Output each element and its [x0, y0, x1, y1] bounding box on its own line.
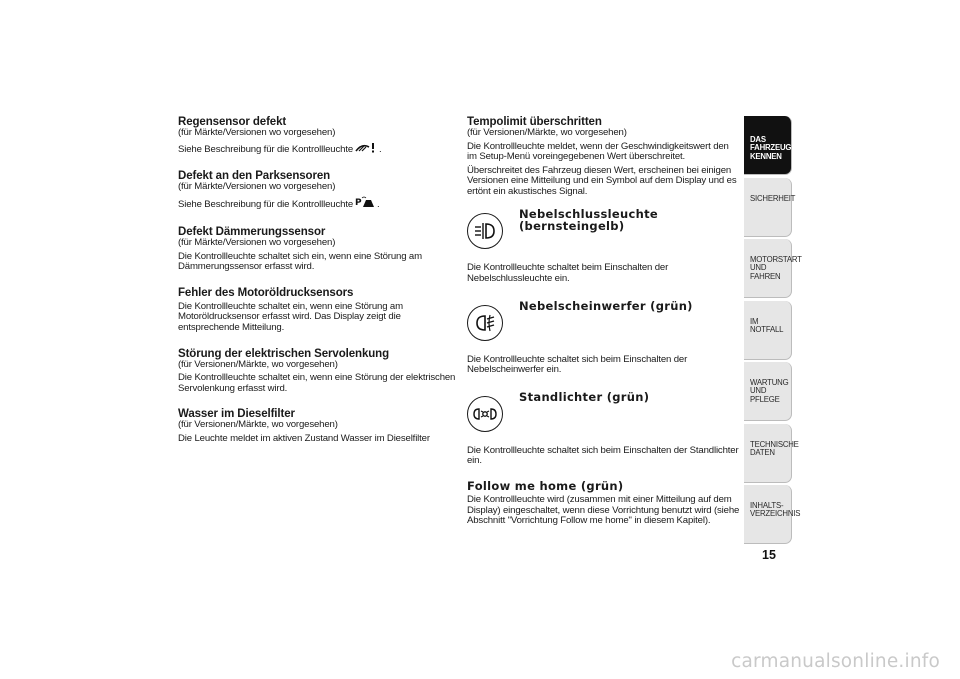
- tab-technische-daten[interactable]: TECHNISCHE DATEN: [744, 424, 792, 483]
- section-title: Wasser im Dieselfilter: [178, 408, 295, 421]
- section-diesel-filter: [178, 408, 458, 444]
- section-dusk-sensor: [178, 226, 458, 273]
- lamp-title: Nebelschlussleuchte (bernsteingelb): [519, 207, 658, 233]
- section-title: Defekt Dämmerungssensor: [178, 226, 326, 239]
- section-text: Die Kontrollleuchte schaltet sich beim Einschalten der Nebelscheinwerfer ein.: [467, 353, 688, 376]
- park-sensor-icon: [355, 196, 375, 213]
- section-subtitle: (für Märkte/Versionen wo vorgesehen): [178, 181, 336, 193]
- section-subtitle: (für Märkte/Versionen wo vorgesehen): [178, 127, 336, 138]
- svg-text:P: P: [355, 197, 362, 208]
- lamp-title: Nebelscheinwerfer (grün): [519, 298, 693, 313]
- right-column: [467, 116, 741, 527]
- tab-im-notfall[interactable]: IM NOTFALL: [744, 301, 792, 360]
- section-power-steering: [178, 348, 458, 395]
- section-text: Die Leuchte meldet im aktiven Zustand Wasser im Dieselfilter: [178, 432, 430, 444]
- section-text: Die Kontrollleuchte schaltet ein, wenn eine Störung am Motoröldrucksensor erfasst wird. Das Display zeigt die entsprechende Mitteilung.: [178, 300, 403, 334]
- rear-fog-light-icon: [467, 213, 503, 249]
- section-rain-sensor: [178, 116, 458, 156]
- section-subtitle: (für Versionen/Märkte, wo vorgesehen): [467, 127, 627, 138]
- lamp-front-fog: [467, 298, 741, 351]
- tab-sicherheit[interactable]: SICHERHEIT: [744, 178, 792, 237]
- lamp-side-lights: [467, 389, 741, 442]
- section-text: Die Kontrollleuchte wird (zusammen mit einer Mitteilung auf dem Display) eingeschaltet, wenn diese Vorrichtung benutzt wird (siehe Abschnitt "Vorrichtung Follow me home" in diesem Kapitel).: [467, 494, 740, 527]
- tab-motorstart-und-fahren[interactable]: MOTORSTART UND FAHREN: [744, 239, 792, 298]
- section-title: Defekt an den Parksensoren: [178, 170, 331, 183]
- front-fog-light-icon: [467, 305, 503, 341]
- section-speed-limit: [467, 116, 741, 197]
- chapter-tabs: [744, 116, 802, 547]
- section-title: Regensensor defekt: [178, 116, 287, 128]
- tab-wartung-und-pflege[interactable]: WARTUNG UND PFLEGE: [744, 362, 792, 421]
- page-number: 15: [762, 548, 776, 562]
- watermark: carmanualsonline.info: [731, 651, 940, 672]
- section-title: Tempolimit überschritten: [467, 116, 602, 128]
- section-text: Die Kontrollleuchte meldet, wenn der Geschwindigkeitswert den im Setup-Menü voreingegebenen Wert überschreitet.: [467, 140, 729, 163]
- tab-inhaltsverzeichnis[interactable]: INHALTS-VERZEICHNIS: [744, 485, 792, 544]
- section-text: Die Kontrollleuchte schaltet sich beim Einschalten der Standlichter ein.: [467, 444, 739, 467]
- section-text: Die Kontrollleuchte schaltet sich ein, wenn eine Störung am Dämmerungssensor erfasst wird.: [178, 250, 422, 273]
- section-text: Siehe Beschreibung für die Kontrollleuchte P .: [178, 196, 458, 213]
- lamp-title: Standlichter (grün): [519, 389, 650, 404]
- section-park-sensors: [178, 170, 458, 212]
- section-subtitle: (für Versionen/Märkte, wo vorgesehen): [178, 358, 338, 370]
- section-text: Die Kontrollleuchte schaltet ein, wenn eine Störung der elektrischen Servolenkung erfasst wird.: [178, 372, 456, 394]
- section-text: Überschreitet des Fahrzeug diesen Wert, erscheinen bei einigen Versionen eine Mitteilung und ein Symbol auf dem Display und es ertönt ein akustisches Signal.: [467, 164, 737, 197]
- lamp-rear-fog: [467, 209, 741, 259]
- section-text: Die Kontrollleuchte schaltet beim Einschalten der Nebelschlussleuchte ein.: [467, 262, 669, 285]
- section-title: Fehler des Motoröldrucksensors: [178, 286, 354, 299]
- section-title: Störung der elektrischen Servolenkung: [178, 347, 390, 360]
- wiper-warning-icon: [355, 142, 377, 157]
- section-text: Siehe Beschreibung für die Kontrollleuchte .: [178, 143, 382, 155]
- tab-das-fahrzeug-kennen[interactable]: DAS FAHRZEUG KENNEN: [744, 116, 792, 175]
- section-title: Follow me home (grün): [467, 479, 624, 494]
- section-oil-pressure-sensor: [178, 287, 458, 334]
- section-subtitle: (für Versionen/Märkte, wo vorgesehen): [178, 419, 338, 431]
- side-lights-icon: [467, 396, 503, 432]
- section-subtitle: (für Märkte/Versionen wo vorgesehen): [178, 237, 336, 249]
- left-column: [178, 116, 458, 458]
